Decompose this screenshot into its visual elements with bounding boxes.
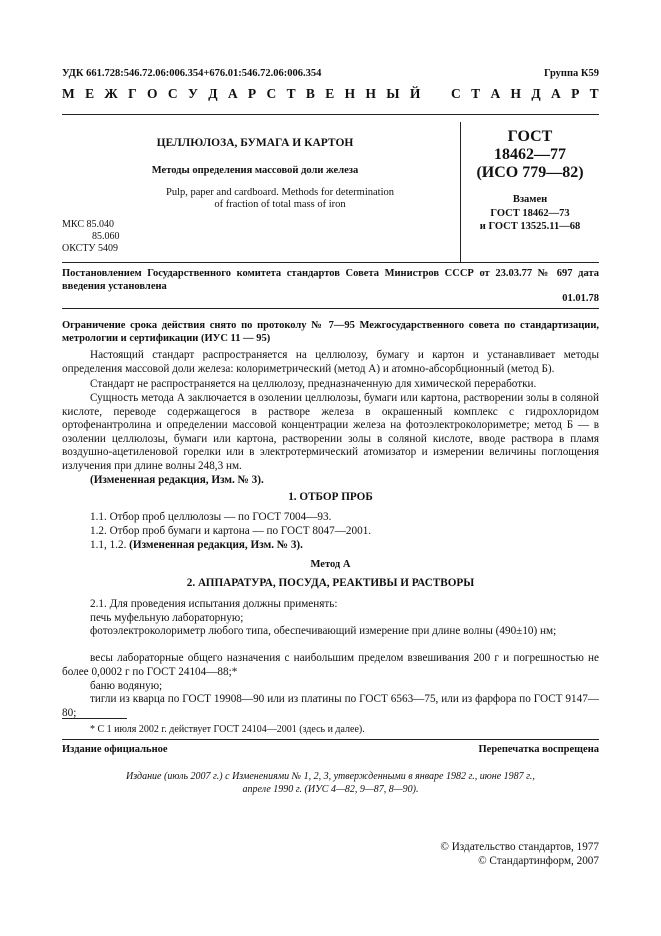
title-ru: ЦЕЛЛЮЛОЗА, БУМАГА И КАРТОН (156, 137, 354, 149)
section2-line1: 2.1. Для проведения испытания должны применять: (90, 598, 338, 610)
title-en-line2: of fraction of total mass of iron (214, 199, 346, 210)
banner-letter: А (490, 86, 501, 101)
section2-line3: фотоэлектроколориметр любого типа, обеспечивающий измерение при длине волны (490±10) нм; (90, 625, 557, 637)
banner-letter: С (167, 86, 178, 101)
banner-letter: Н (344, 86, 356, 101)
section2-line4: весы лабораторные общего назначения с наибольшим пределом взвешивания 200 г и погрешностью не более 0,0002 г по ГОСТ 24104—88;* (62, 652, 599, 678)
interstate-standard-banner (62, 87, 599, 107)
decree-text: Постановлением Государственного комитета стандартов Совета Министров СССР от 23.03.77 № 697 дата введения установлена (62, 268, 599, 292)
reprint-prohibited: Перепечатка воспрещена (478, 744, 599, 755)
banner-letter: Е (85, 86, 95, 101)
banner-letter: А (227, 86, 238, 101)
replaces-line1: ГОСТ 18462—73 (490, 208, 570, 219)
intro-amendment: (Измененная редакция, Изм. № 3). (90, 474, 264, 486)
banner-letter (431, 87, 441, 107)
divider-top (62, 114, 599, 115)
banner-letter: М (62, 86, 75, 101)
intro-paragraph-1: Настоящий стандарт распространяется на целлюлозу, бумагу и картон и устанавливает методы определения массовой доли железа: колориметрический (метод А) и атомно-абсорбционный (метод Б). (62, 349, 599, 375)
intro-paragraph-3: Сущность метода А заключается в озолении целлюлозы, бумаги или картона, растворении золы в соляной кислоте, переводе содержащегося в растворе железа в окрашенный комплекс с гидрохлоридом ортофенантролина и определении массовой концентрации железа на фотоэлектроколориметре; метод Б — в озолении целлюлозы, бумаги или картона, растворении золы в соляной кислоте, вводе раствора в пламя воздушно-ацетиленовой горелки или в электротермический атомизатор и измерении величины поглощения излучения при длине волны 248,3 нм. (62, 392, 599, 472)
banner-letter: Т (589, 86, 599, 101)
banner-letter: С (451, 86, 461, 101)
replaces-label: Взамен (512, 194, 548, 205)
official-edition: Издание официальное (62, 744, 168, 755)
edition-line2: апреле 1990 г. (ИУС 4—82, 9—87, 8—90). (242, 784, 419, 795)
section2-line2: печь муфельную лабораторную; (90, 612, 244, 624)
banner-letter: У (187, 86, 198, 101)
banner-letter: Р (247, 86, 257, 101)
gost-label: ГОСТ (507, 128, 553, 145)
banner-letter: С (266, 86, 277, 101)
banner-letter: Й (409, 86, 421, 101)
title-block-separator (460, 122, 461, 262)
section2-line5: баню водяную; (90, 680, 163, 692)
iso-number: (ИСО 779—82) (476, 164, 584, 181)
banner-letter: Н (510, 86, 522, 101)
title-en-line1: Pulp, paper and cardboard. Methods for determination (165, 187, 395, 198)
subtitle-ru: Методы определения массовой доли железа (151, 165, 359, 176)
group-code: Группа К59 (543, 68, 599, 79)
section2-line6: тигли из кварца по ГОСТ 19908—90 или из платины по ГОСТ 6563—75, или из фарфора по ГОСТ 9147—80; (62, 693, 599, 719)
replaces-line2: и ГОСТ 13525.11—68 (479, 221, 581, 232)
section1-line1: 1.1. Отбор проб целлюлозы — по ГОСТ 7004—93. (90, 511, 332, 523)
banner-letter: В (305, 86, 315, 101)
edition-line1: Издание (июль 2007 г.) с Изменениями № 1, 2, 3, утвержденными в январе 1982 г., июне 1987 г., (126, 771, 535, 782)
section1-line3-prefix: 1.1, 1.2. (90, 539, 127, 551)
banner-letter: Ы (386, 86, 400, 101)
banner-letter: Т (286, 86, 296, 101)
banner-letter: Г (128, 86, 137, 101)
classifier-mks: МКС 85.040 (62, 219, 114, 230)
banner-letter: Н (365, 86, 376, 101)
banner-letter: Е (325, 86, 335, 101)
section1-line3 (62, 538, 599, 552)
copyright-2: © Стандартинформ, 2007 (478, 855, 599, 867)
divider-footer (62, 739, 599, 740)
banner-letter: Д (531, 86, 541, 101)
banner-letter: Д (208, 86, 218, 101)
divider-decree (62, 308, 599, 309)
section1-amendment: (Измененная редакция, Изм. № 3). (129, 539, 303, 551)
banner-letter: Ж (104, 86, 118, 101)
section1-line2: 1.2. Отбор проб бумаги и картона — по ГОСТ 8047—2001. (90, 525, 372, 537)
footnote: * С 1 июля 2002 г. действует ГОСТ 24104—2001 (здесь и далее). (90, 724, 365, 735)
copyright-1: © Издательство стандартов, 1977 (440, 841, 599, 853)
footnote-rule (62, 718, 127, 719)
section1-heading: 1. ОТБОР ПРОБ (288, 491, 373, 503)
method-a-label: Метод А (310, 559, 351, 570)
intro-paragraph-2: Стандарт не распространяется на целлюлозу, предназначенную для химической переработки. (90, 378, 537, 390)
banner-letter: О (147, 86, 158, 101)
section2-heading: 2. АППАРАТУРА, ПОСУДА, РЕАКТИВЫ И РАСТВОРЫ (186, 577, 475, 589)
restriction-note: Ограничение срока действия снято по протоколу № 7—95 Межгосударственного совета по стандартизации, метрологии и сертификации (ИУС 11 — 95) (62, 320, 599, 344)
banner-letter: Т (471, 86, 481, 101)
banner-letter: Р (571, 86, 580, 101)
banner-letter: А (551, 86, 561, 101)
divider-title-block (62, 262, 599, 263)
gost-number: 18462—77 (494, 146, 566, 163)
decree-date: 01.01.78 (562, 293, 599, 304)
classifier-okstu: ОКСТУ 5409 (62, 243, 119, 254)
udk-code: УДК 661.728:546.72.06:006.354+676.01:546.72.06:006.354 (62, 68, 322, 79)
classifier-mks-2: 85.060 (92, 231, 120, 242)
